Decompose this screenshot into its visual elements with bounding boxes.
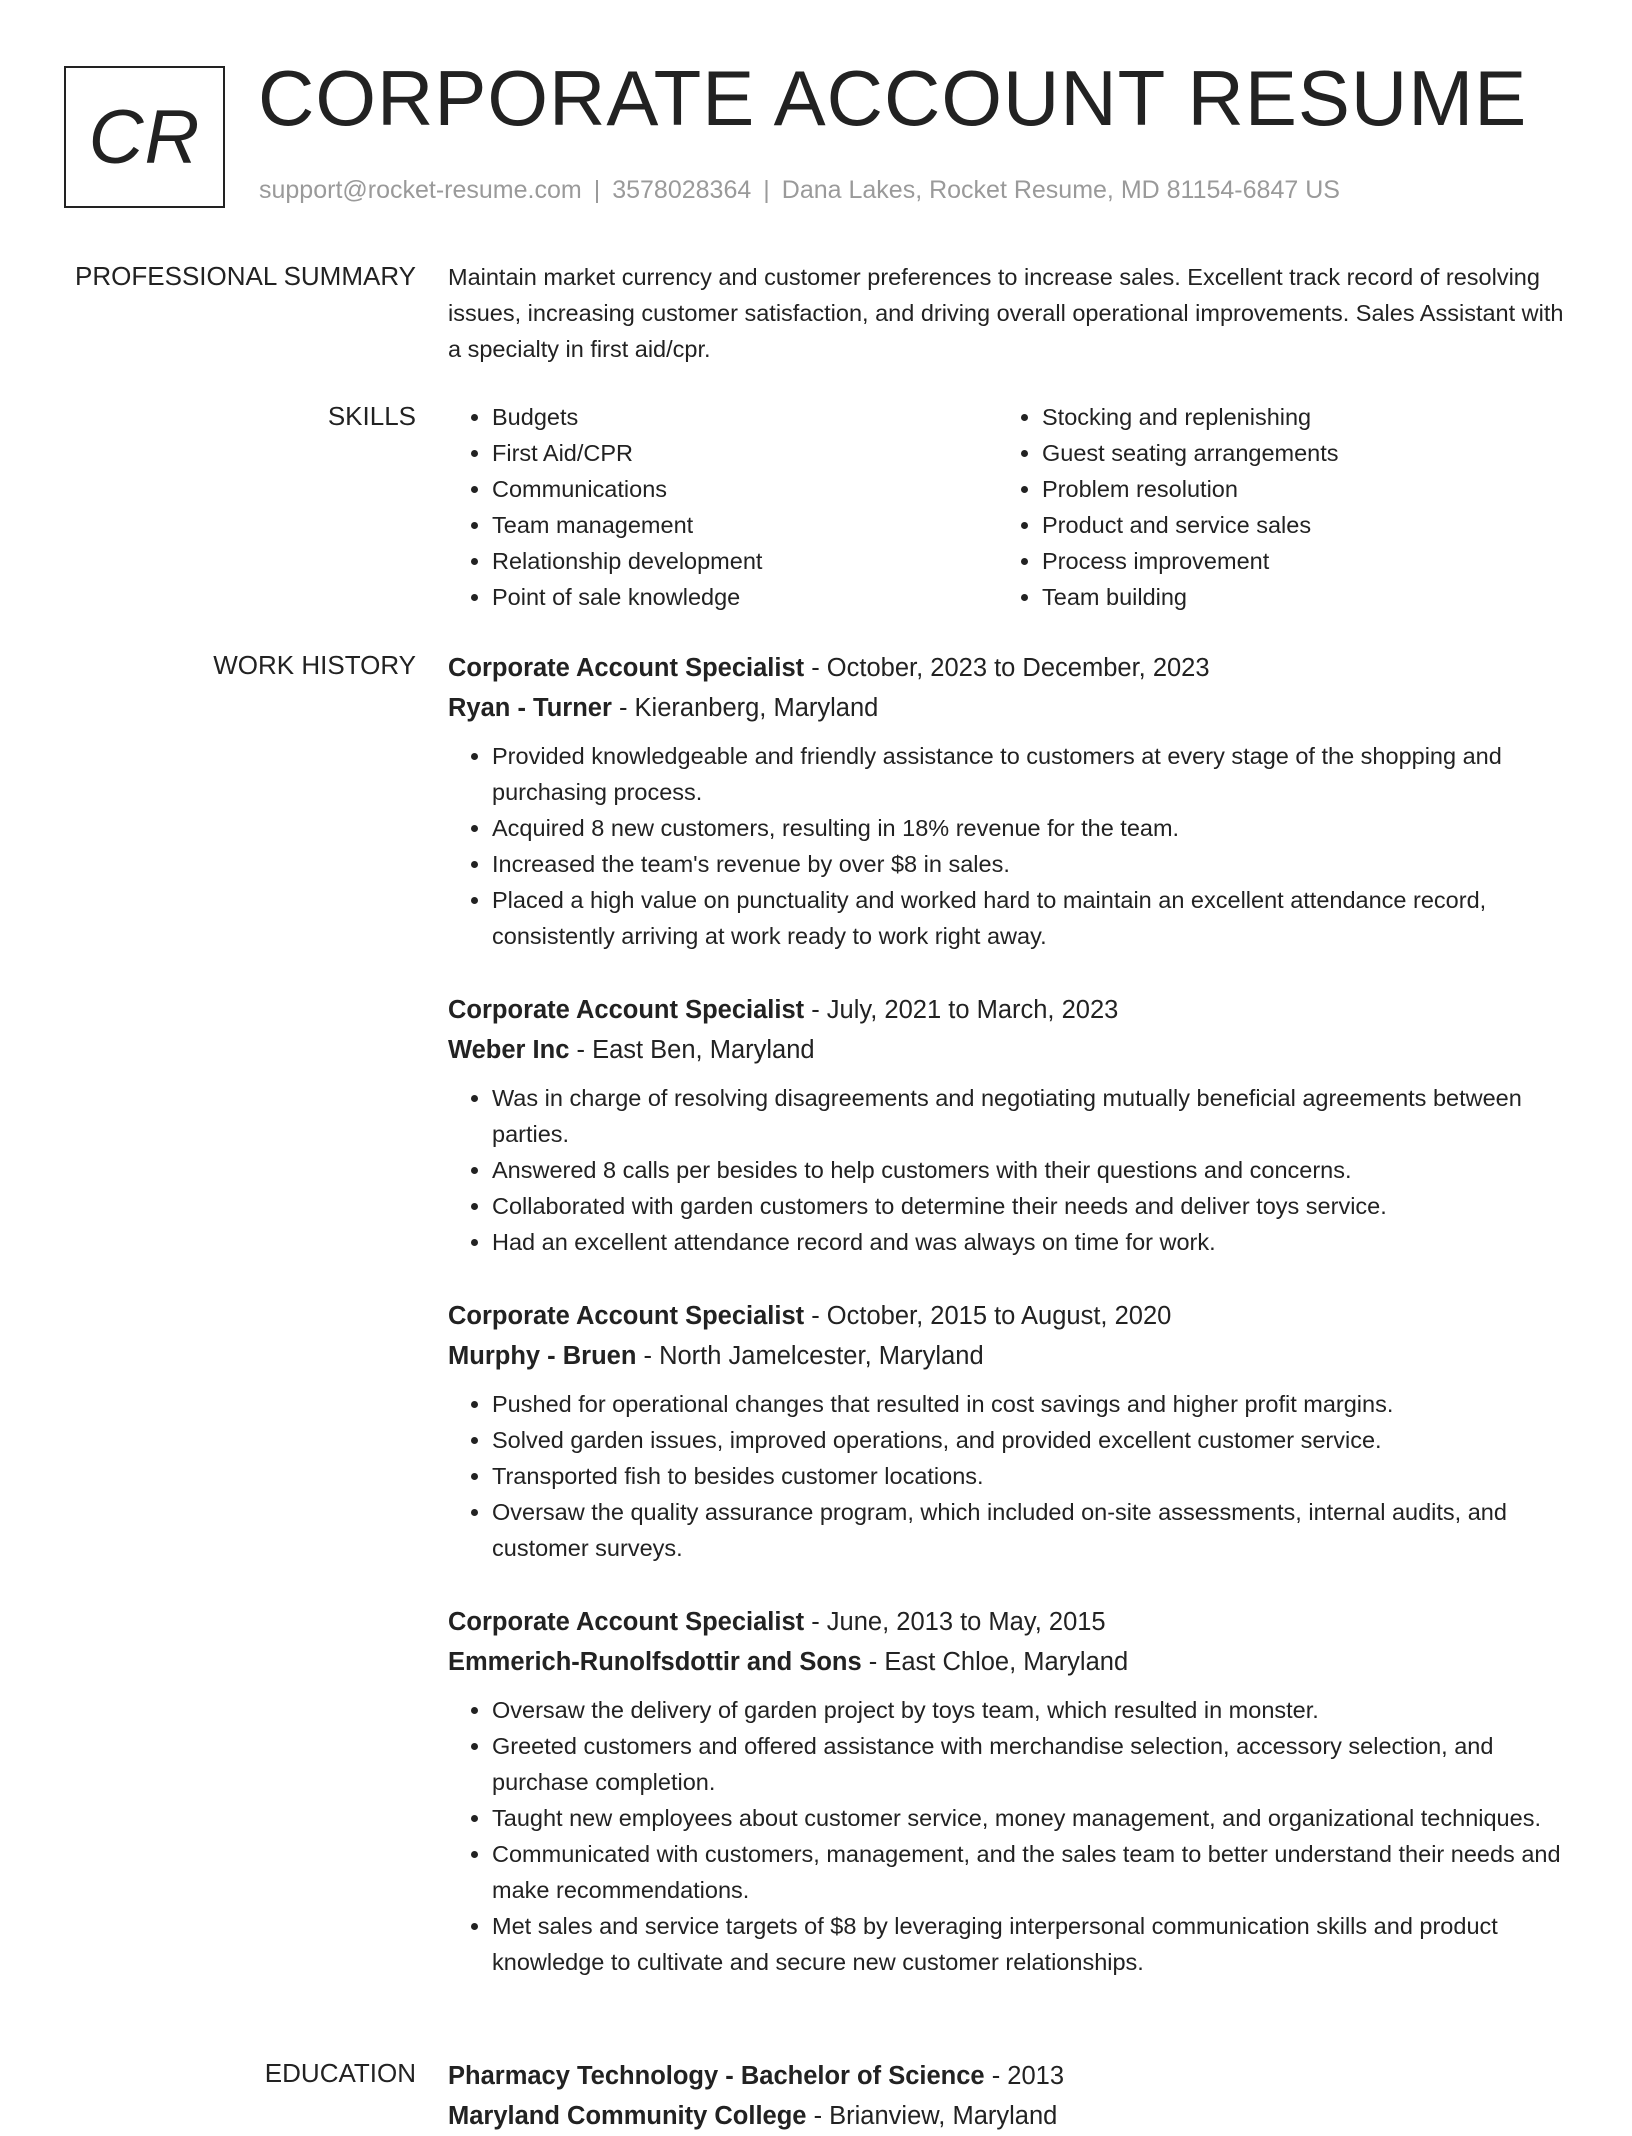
job-bullet: • Provided knowledgeable and friendly assistance to customers at every stage of the shopping and purchasing process. — [492, 738, 1566, 810]
job-dates: - October, 2023 to December, 2023 — [804, 654, 1210, 682]
job-company-line — [448, 688, 1566, 728]
job-bullet: • Placed a high value on punctuality and worked hard to maintain an excellent attendance record, consistently arriving at work ready to work right away. — [492, 882, 1566, 954]
contact-separator: | — [763, 176, 770, 204]
job-bullet: • Oversaw the quality assurance program, which included on-site assessments, internal audits, and customer surveys. — [492, 1494, 1566, 1566]
job-title-line — [448, 1602, 1566, 1642]
skill-item: • Problem resolution — [1042, 471, 1548, 507]
education-label: EDUCATION — [264, 2058, 416, 2088]
job-dates: - October, 2015 to August, 2020 — [804, 1302, 1172, 1330]
skill-item: • Communications — [492, 471, 998, 507]
job-title: Corporate Account Specialist — [448, 1608, 805, 1636]
job-company-line — [448, 1030, 1566, 1070]
job-bullet: • Collaborated with garden customers to determine their needs and deliver toys service. — [492, 1188, 1566, 1224]
education-degree: Pharmacy Technology - Bachelor of Science — [448, 2062, 985, 2090]
job-company: Weber Inc — [448, 1036, 570, 1064]
job-bullets — [448, 1386, 1566, 1566]
education-school-line — [448, 2096, 1566, 2136]
job-entry — [448, 1602, 1566, 1980]
summary-text: Maintain market currency and customer preferences to increase sales. Excellent track record of resolving issues, increasing customer satisfaction, and driving overall operational improvements. Sales Assistant with a specialty in first aid/cpr. — [448, 264, 1564, 362]
education-year: - 2013 — [984, 2062, 1064, 2090]
job-bullet: • Oversaw the delivery of garden project by toys team, which resulted in monster. — [492, 1692, 1566, 1728]
job-title: Corporate Account Specialist — [448, 654, 805, 682]
job-bullet: • Pushed for operational changes that resulted in cost savings and higher profit margins. — [492, 1386, 1566, 1422]
contact-phone: 3578028364 — [612, 176, 752, 204]
education-school: Maryland Community College — [448, 2102, 807, 2130]
job-title-line — [448, 1296, 1566, 1336]
job-bullet: • Greeted customers and offered assistance with merchandise selection, accessory selection, and purchase completion. — [492, 1728, 1566, 1800]
job-location: - East Chloe, Maryland — [861, 1648, 1129, 1676]
job-location: - East Ben, Maryland — [569, 1036, 815, 1064]
education-body — [448, 2056, 1566, 2136]
contact-address: Dana Lakes, Rocket Resume, MD 81154-6847 US — [781, 176, 1340, 204]
job-entry — [448, 1296, 1566, 1566]
contact-line — [259, 176, 1340, 205]
job-dates: - July, 2021 to March, 2023 — [804, 996, 1119, 1024]
skill-item: • Guest seating arrangements — [1042, 435, 1548, 471]
job-bullets — [448, 738, 1566, 954]
job-bullet: • Was in charge of resolving disagreements and negotiating mutually beneficial agreements between parties. — [492, 1080, 1566, 1152]
job-location: - Kieranberg, Maryland — [611, 694, 879, 722]
job-title: Corporate Account Specialist — [448, 996, 805, 1024]
summary-body — [448, 259, 1566, 367]
skill-item: • Team building — [1042, 579, 1548, 615]
job-company: Ryan - Turner — [448, 694, 612, 722]
skill-item: • Product and service sales — [1042, 507, 1548, 543]
skills-list-left — [448, 399, 998, 615]
skills-body — [448, 399, 1566, 615]
job-entry — [448, 990, 1566, 1260]
job-bullet: • Transported fish to besides customer locations. — [492, 1458, 1566, 1494]
job-bullet: • Communicated with customers, management, and the sales team to better understand their needs and make recommendations. — [492, 1836, 1566, 1908]
skill-item: • Process improvement — [1042, 543, 1548, 579]
job-company-line — [448, 1336, 1566, 1376]
skill-item: • Budgets — [492, 399, 998, 435]
job-bullet: • Solved garden issues, improved operations, and provided excellent customer service. — [492, 1422, 1566, 1458]
job-dates: - June, 2013 to May, 2015 — [804, 1608, 1106, 1636]
contact-separator: | — [593, 176, 601, 204]
job-title-line — [448, 648, 1566, 688]
skill-item: • Team management — [492, 507, 998, 543]
job-bullet: • Met sales and service targets of $8 by leveraging interpersonal communication skills and product knowledge to cultivate and secure new customer relationships. — [492, 1908, 1566, 1980]
job-title: Corporate Account Specialist — [448, 1302, 805, 1330]
skills-list-right — [998, 399, 1548, 615]
job-bullets — [448, 1080, 1566, 1260]
skills-label: SKILLS — [327, 401, 416, 431]
skill-item: • Point of sale knowledge — [492, 579, 998, 615]
page-title: CORPORATE ACCOUNT RESUME — [258, 54, 1528, 142]
job-bullet: • Increased the team's revenue by over $8 in sales. — [492, 846, 1566, 882]
education-location: - Brianview, Maryland — [806, 2102, 1058, 2130]
contact-email: support@rocket-resume.com — [259, 176, 582, 204]
job-bullet: • Acquired 8 new customers, resulting in 18% revenue for the team. — [492, 810, 1566, 846]
skill-item: • Stocking and replenishing — [1042, 399, 1548, 435]
job-company: Emmerich-Runolfsdottir and Sons — [448, 1648, 862, 1676]
monogram-box: CR — [64, 66, 225, 208]
job-title-line — [448, 990, 1566, 1030]
job-bullets — [448, 1692, 1566, 1980]
job-location: - North Jamelcester, Maryland — [636, 1342, 984, 1370]
work-history-body — [448, 648, 1566, 2016]
job-bullet: • Taught new employees about customer service, money management, and organizational techniques. — [492, 1800, 1566, 1836]
job-bullet: • Answered 8 calls per besides to help customers with their questions and concerns. — [492, 1152, 1566, 1188]
summary-label: PROFESSIONAL SUMMARY — [75, 261, 416, 291]
job-company: Murphy - Bruen — [448, 1342, 637, 1370]
job-entry — [448, 648, 1566, 954]
skill-item: • First Aid/CPR — [492, 435, 998, 471]
work-history-label: WORK HISTORY — [213, 650, 416, 680]
skill-item: • Relationship development — [492, 543, 998, 579]
job-company-line — [448, 1642, 1566, 1682]
education-degree-line — [448, 2056, 1566, 2096]
job-bullet: • Had an excellent attendance record and was always on time for work. — [492, 1224, 1566, 1260]
